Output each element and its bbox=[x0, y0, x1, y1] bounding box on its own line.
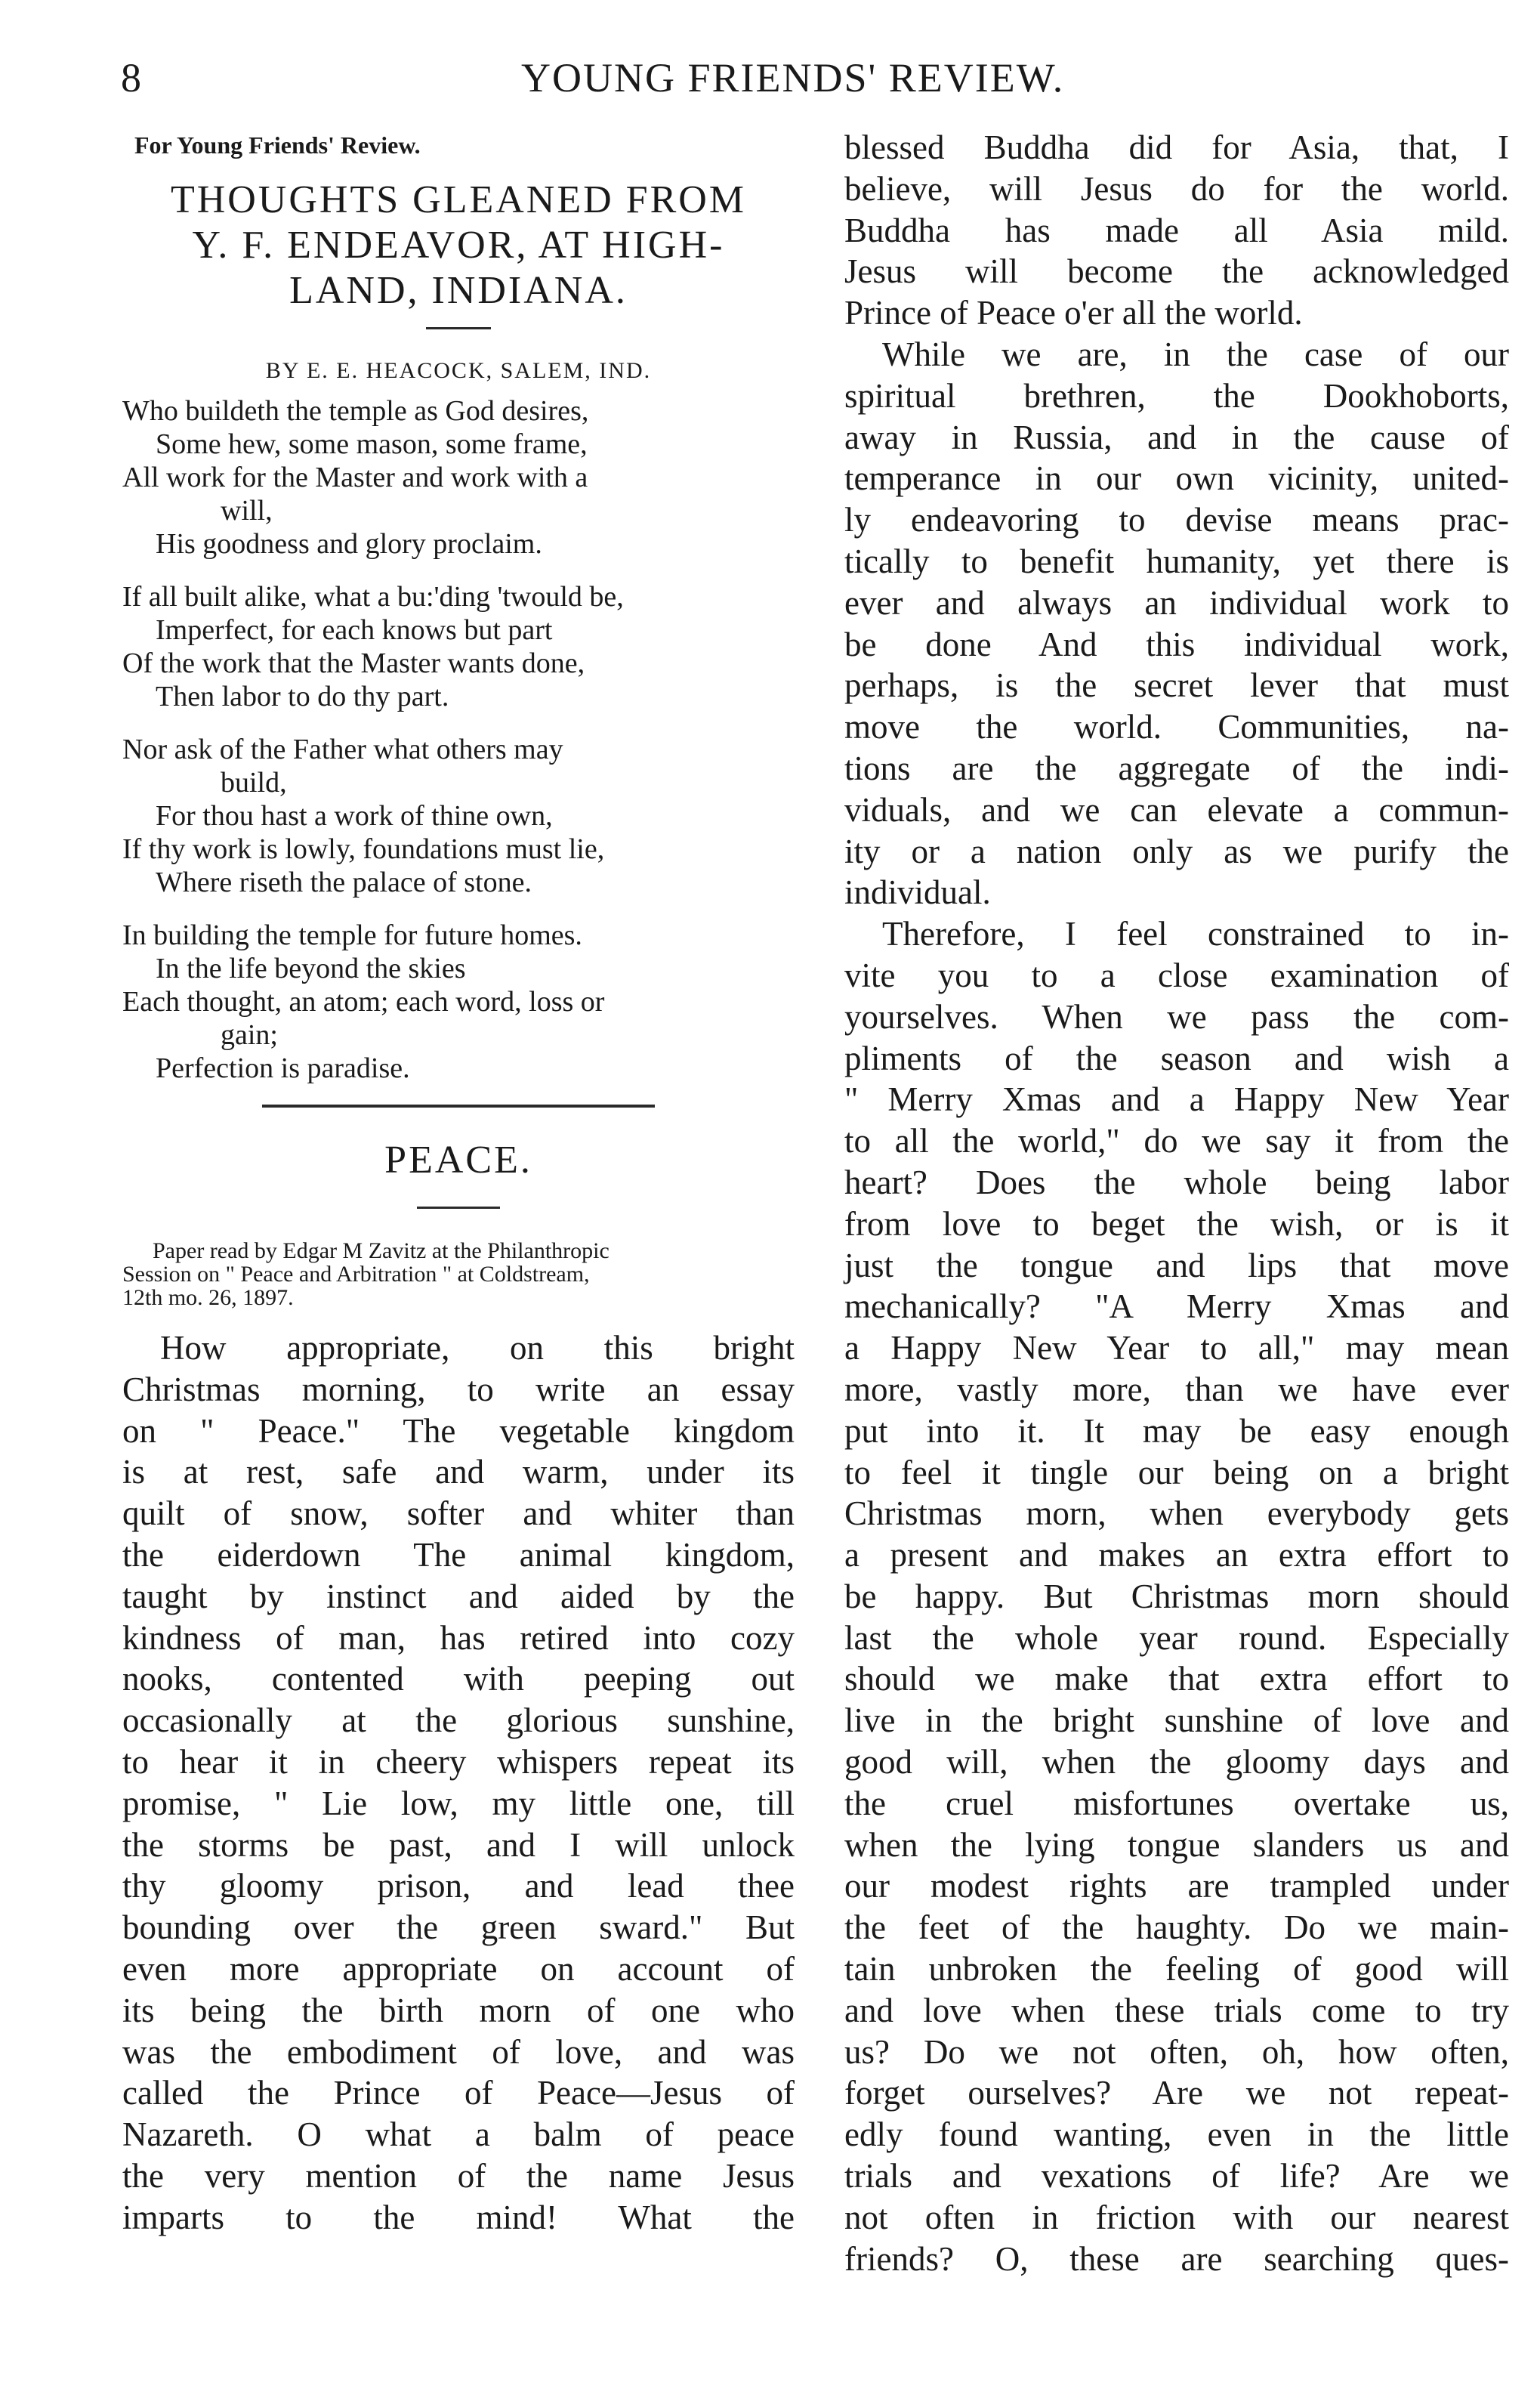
text-line: Therefore, I feel constrained to in- bbox=[882, 915, 1509, 953]
editorial-note bbox=[122, 1239, 795, 1309]
text-line: should we make that extra effort to bbox=[844, 1660, 1509, 1698]
verse-line: If all built alike, what a bu:'ding 'twould be, bbox=[122, 581, 624, 613]
text-line: from love to beget the wish, or is it bbox=[844, 1204, 1509, 1243]
text-line: yourselves. When we pass the com- bbox=[844, 997, 1509, 1036]
text-line: forget ourselves? Are we not repeat- bbox=[844, 2074, 1509, 2112]
text-line: quilt of snow, softer and whiter than bbox=[122, 1494, 795, 1533]
text-line: even more appropriate on account of bbox=[122, 1949, 795, 1988]
byline: BY E. E. HEACOCK, SALEM, IND. bbox=[265, 358, 652, 383]
verse-line: gain; bbox=[221, 1019, 278, 1051]
poem-title-line: LAND, INDIANA. bbox=[289, 269, 628, 312]
text-line: nooks, contented with peeping out bbox=[122, 1660, 795, 1698]
text-line: last the whole year round. Especially bbox=[844, 1618, 1509, 1657]
poem-stanza bbox=[122, 580, 795, 713]
text-line: Prince of Peace o'er all the world. bbox=[844, 294, 1303, 332]
note-line: Session on " Peace and Arbitration " at Coldstream, bbox=[122, 1262, 590, 1287]
text-line: tions are the aggregate of the indi- bbox=[844, 749, 1509, 787]
text-line: Christmas morning, to write an essay bbox=[122, 1370, 795, 1408]
text-line: when the lying tongue slanders us and bbox=[844, 1825, 1509, 1864]
verse-line: In the life beyond the skies bbox=[156, 953, 466, 984]
text-line: to feel it tingle our being on a bright bbox=[844, 1453, 1509, 1491]
verse-line: Then labor to do thy part. bbox=[156, 681, 449, 712]
attribution: For Young Friends' Review. bbox=[134, 131, 421, 159]
text-line: " Merry Xmas and a Happy New Year bbox=[844, 1080, 1509, 1119]
text-line: ever and always an individual work to bbox=[844, 583, 1509, 622]
note-line: Paper read by Edgar M Zavitz at the Philanthropic bbox=[153, 1238, 610, 1263]
text-line: live in the bright sunshine of love and bbox=[844, 1701, 1509, 1740]
text-line: us? Do we not often, oh, how often, bbox=[844, 2032, 1509, 2071]
text-line: How appropriate, on this bright bbox=[160, 1329, 795, 1367]
section-divider bbox=[262, 1105, 655, 1108]
essay-body-right bbox=[844, 127, 1509, 2279]
text-line: While we are, in the case of our bbox=[882, 335, 1509, 373]
verse-line: All work for the Master and work with a bbox=[122, 462, 588, 493]
text-line: the storms be past, and I will unlock bbox=[122, 1825, 795, 1864]
page-number: 8 bbox=[121, 55, 141, 100]
text-line: temperance in our own vicinity, united- bbox=[844, 459, 1509, 498]
text-line: tain unbroken the feeling of good will bbox=[844, 1950, 1509, 1988]
text-line: kindness of man, has retired into cozy bbox=[122, 1618, 795, 1657]
running-head bbox=[121, 54, 1511, 115]
text-line: be happy. But Christmas morn should bbox=[844, 1577, 1509, 1615]
text-line: individual. bbox=[844, 873, 991, 912]
verse-line: Perfection is paradise. bbox=[156, 1052, 410, 1084]
text-line: friends? O, these are searching ques- bbox=[844, 2239, 1509, 2278]
verse-line: Of the work that the Master wants done, bbox=[122, 647, 585, 679]
note-line: 12th mo. 26, 1897. bbox=[122, 1285, 294, 1310]
text-line: perhaps, is the secret lever that must bbox=[844, 666, 1509, 705]
text-line: viduals, and we can elevate a commun- bbox=[844, 790, 1509, 829]
text-line: spiritual brethren, the Dookhoborts, bbox=[844, 376, 1509, 415]
text-line: Christmas morn, when everybody gets bbox=[844, 1494, 1509, 1533]
text-line: mechanically? "A Merry Xmas and bbox=[844, 1287, 1509, 1326]
text-line: promise, " Lie low, my little one, till bbox=[122, 1784, 795, 1822]
text-line: Jesus will become the acknowledged bbox=[844, 252, 1509, 291]
text-line: pliments of the season and wish a bbox=[844, 1039, 1509, 1077]
text-line: thy gloomy prison, and lead thee bbox=[122, 1867, 795, 1905]
text-line: more, vastly more, than we have ever bbox=[844, 1370, 1509, 1408]
verse-line: Who buildeth the temple as God desires, bbox=[122, 395, 589, 427]
poem-stanza bbox=[122, 394, 795, 561]
text-line: a Happy New Year to all," may mean bbox=[844, 1329, 1509, 1367]
title-divider bbox=[426, 327, 491, 329]
verse-line: Nor ask of the Father what others may bbox=[122, 734, 563, 765]
text-line: is at rest, safe and warm, under its bbox=[122, 1453, 795, 1491]
text-line: move the world. Communities, na- bbox=[844, 708, 1509, 746]
text-line: taught by instinct and aided by the bbox=[122, 1577, 795, 1615]
text-line: our modest rights are trampled under bbox=[844, 1867, 1509, 1905]
poem-stanza bbox=[122, 919, 795, 1085]
text-line: good will, when the gloomy days and bbox=[844, 1743, 1509, 1781]
text-line: tically to benefit humanity, yet there is bbox=[844, 542, 1509, 580]
verse-line: Some hew, some mason, some frame, bbox=[156, 428, 588, 460]
text-line: and love when these trials come to try bbox=[844, 1991, 1509, 2029]
text-line: its being the birth morn of one who bbox=[122, 1991, 795, 2029]
text-line: ity or a nation only as we purify the bbox=[844, 832, 1509, 870]
left-column bbox=[122, 127, 795, 2239]
text-line: a present and makes an extra effort to bbox=[844, 1536, 1509, 1574]
verse-line: build, bbox=[221, 767, 287, 799]
text-line: trials and vexations of life? Are we bbox=[844, 2157, 1509, 2196]
text-line: just the tongue and lips that move bbox=[844, 1246, 1509, 1284]
verse-line: In building the temple for future homes. bbox=[122, 919, 582, 951]
journal-title: YOUNG FRIENDS' REVIEW. bbox=[521, 55, 1065, 100]
text-line: the eiderdown The animal kingdom, bbox=[122, 1535, 795, 1574]
poem-stanza bbox=[122, 733, 795, 899]
peace-title: PEACE. bbox=[384, 1139, 532, 1182]
text-line: to hear it in cheery whispers repeat its bbox=[122, 1742, 795, 1781]
text-line: believe, will Jesus do for the world. bbox=[844, 169, 1509, 208]
verse-line: His goodness and glory proclaim. bbox=[156, 528, 542, 560]
verse-line: For thou hast a work of thine own, bbox=[156, 800, 553, 832]
poem-title bbox=[122, 178, 795, 314]
text-line: not often in friction with our nearest bbox=[844, 2198, 1509, 2236]
verse-line: Where riseth the palace of stone. bbox=[156, 867, 532, 898]
title-divider bbox=[417, 1207, 500, 1209]
verse-line: Each thought, an atom; each word, loss or bbox=[122, 986, 605, 1018]
text-line: called the Prince of Peace—Jesus of bbox=[122, 2074, 795, 2112]
text-line: put into it. It may be easy enough bbox=[844, 1411, 1509, 1450]
essay-body-left bbox=[122, 1327, 795, 2239]
text-line: the very mention of the name Jesus bbox=[122, 2156, 795, 2195]
text-line: edly found wanting, even in the little bbox=[844, 2115, 1509, 2154]
text-line: imparts to the mind! What the bbox=[122, 2198, 795, 2236]
poem-title-line: THOUGHTS GLEANED FROM bbox=[170, 178, 747, 221]
text-line: occasionally at the glorious sunshine, bbox=[122, 1701, 795, 1740]
text-line: be done And this individual work, bbox=[844, 625, 1509, 663]
text-line: blessed Buddha did for Asia, that, I bbox=[844, 128, 1509, 166]
verse-line: If thy work is lowly, foundations must lie, bbox=[122, 833, 605, 865]
text-line: heart? Does the whole being labor bbox=[844, 1163, 1509, 1201]
verse-line: will, bbox=[221, 495, 273, 527]
text-line: on " Peace." The vegetable kingdom bbox=[122, 1411, 795, 1450]
text-line: the feet of the haughty. Do we main- bbox=[844, 1908, 1509, 1947]
text-line: Buddha has made all Asia mild. bbox=[844, 211, 1509, 249]
text-line: to all the world," do we say it from the bbox=[844, 1122, 1509, 1160]
text-line: bounding over the green sward." But bbox=[122, 1908, 795, 1947]
text-line: Nazareth. O what a balm of peace bbox=[122, 2115, 795, 2154]
text-line: away in Russia, and in the cause of bbox=[844, 418, 1509, 456]
right-column bbox=[844, 127, 1509, 2279]
verse-line: Imperfect, for each knows but part bbox=[156, 614, 553, 646]
poem-title-line: Y. F. ENDEAVOR, AT HIGH- bbox=[192, 224, 725, 267]
text-line: ly endeavoring to devise means prac- bbox=[844, 501, 1509, 539]
text-line: the cruel misfortunes overtake us, bbox=[844, 1784, 1509, 1822]
text-line: was the embodiment of love, and was bbox=[122, 2032, 795, 2071]
text-line: vite you to a close examination of bbox=[844, 956, 1509, 994]
